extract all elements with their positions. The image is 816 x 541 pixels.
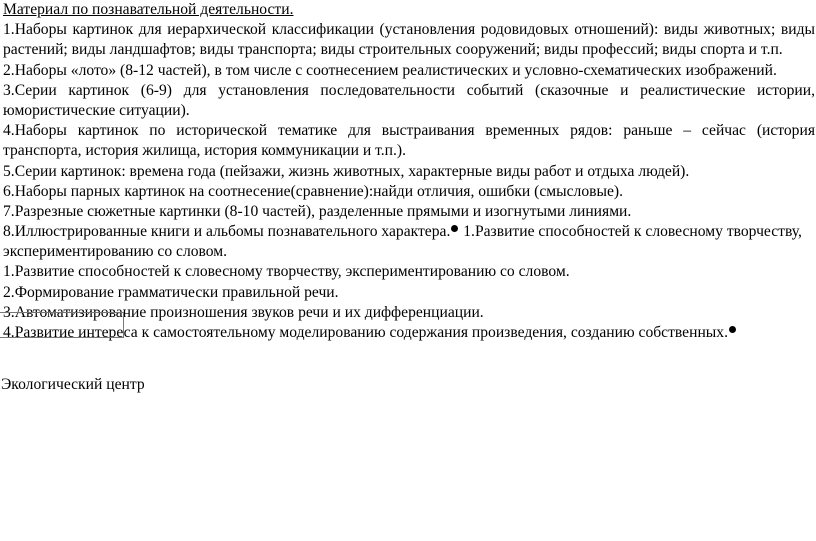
speech-item-4: 4.Развитие интереса к самостоятельному моделированию содержания произведения, созданию собственных.: [3, 324, 728, 341]
list-item-4-line-1: 4.Наборы картинок по исторической тематике для выстраивания временных рядов: раньше – сейчас (история: [3, 122, 815, 140]
speech-item-2: 2.Формирование грамматически правильной речи.: [3, 283, 339, 301]
document-body: [3, 0, 815, 343]
list-item-8: 8.Иллюстрированные книги и альбомы познавательного характера.: [3, 223, 451, 241]
list-item-5: 5.Серии картинок: времена года (пейзажи, жизнь животных, характерные виды работ и отдыха людей).: [3, 162, 690, 180]
list-item-7: 7.Разрезные сюжетные картинки (8-10 частей), разделенные прямыми и изогнутыми линиями.: [3, 202, 632, 220]
empty-frame-box: [0, 312, 124, 338]
page-title: Материал по познавательной деятельности.: [3, 1, 294, 18]
list-item-1-line-2: растений; виды ландшафтов; виды транспорта; виды строительных сооружений; виды профессий; виды спорта и т.п.: [3, 41, 783, 59]
list-item-3-line-2: юмористические ситуации).: [3, 101, 190, 119]
speech-item-4-line: [3, 323, 815, 343]
list-item-8-line-2: экспериментированию со словом.: [3, 243, 228, 261]
list-item-6: 6.Наборы парных картинок на соотнесение(сравнение):найди отличия, ошибки (смысловые).: [3, 182, 623, 200]
list-item-8-line-1: [3, 222, 815, 242]
bullet-icon: [451, 225, 458, 232]
section-heading-ecological-center: Экологический центр: [1, 376, 145, 393]
bullet-icon: [729, 326, 736, 333]
list-item-3-line-1: 3.Серии картинок (6-9) для установления последовательности событий (сказочные и реалистические истории,: [3, 81, 815, 99]
list-item-4-line-2: транспорта, история жилища, история коммуникации и т.п.).: [3, 142, 407, 160]
list-item-8-continuation: 1.Развитие способностей к словесному творчеству,: [459, 223, 802, 241]
speech-item-1: 1.Развитие способностей к словесному творчеству, экспериментированию со словом.: [3, 263, 570, 281]
list-item-2: 2.Наборы «лото» (8-12 частей), в том числе с соотнесением реалистических и условно-схематических изображений.: [3, 61, 777, 79]
list-item-1-line-1: 1.Наборы картинок для иерархической классификации (установления родовидовых отношений): виды животных; виды: [3, 21, 815, 39]
speech-item-3: 3.Автоматизирование произношения звуков речи и их дифференциации.: [3, 303, 484, 321]
